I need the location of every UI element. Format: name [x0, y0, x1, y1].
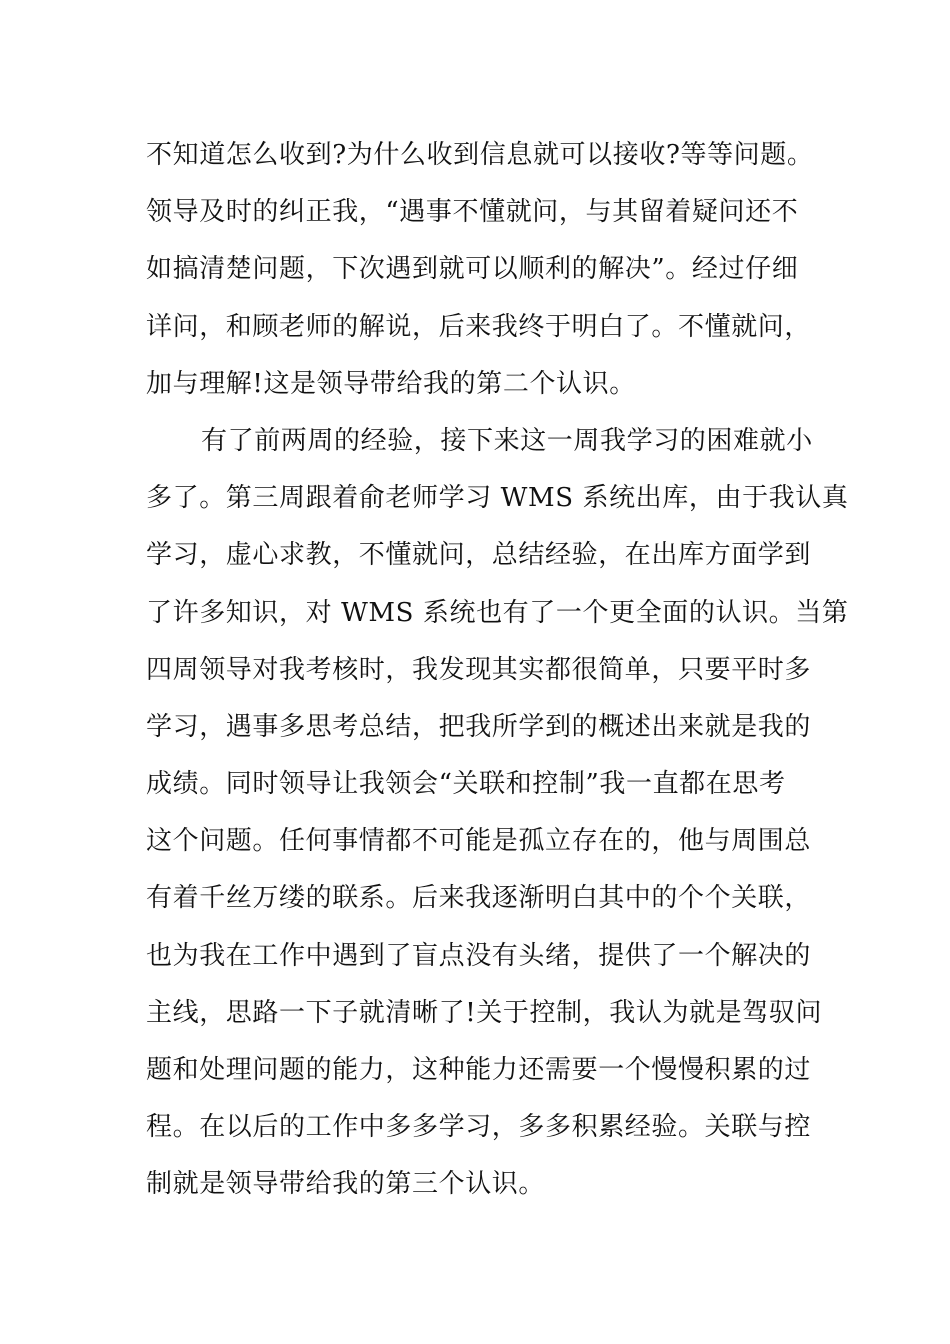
- document-body: [146, 127, 849, 1214]
- text-line: 学习，虚心求教，不懂就问，总结经验，在出库方面学到: [146, 540, 812, 571]
- paragraph-2: [146, 413, 849, 1214]
- text-line: 了许多知识，对 WMS 系统也有了一个更全面的认识。当第: [146, 597, 849, 628]
- text-line: 制就是领导带给我的第三个认识。: [146, 1169, 546, 1200]
- text-line: 四周领导对我考核时，我发现其实都很简单，只要平时多: [146, 654, 812, 685]
- text-line: 如搞清楚问题，下次遇到就可以顺利的解决”。经过仔细: [146, 254, 799, 285]
- text-line: 不知道怎么收到?为什么收到信息就可以接收?等等问题。: [146, 140, 814, 170]
- paragraph-1: [146, 127, 814, 413]
- text-line: 这个问题。任何事情都不可能是孤立存在的，他与周围总: [146, 826, 812, 857]
- text-line: 题和处理问题的能力，这种能力还需要一个慢慢积累的过: [146, 1055, 812, 1085]
- text-line: 有了前两周的经验，接下来这一周我学习的困难就小: [201, 425, 813, 456]
- text-line: 成绩。同时领导让我领会“关联和控制”我一直都在思考: [146, 769, 786, 800]
- text-line: 加与理解!这是领导带给我的第二个认识。: [146, 368, 636, 399]
- text-line: 学习，遇事多思考总结，把我所学到的概述出来就是我的: [146, 711, 812, 742]
- text-line: 有着千丝万缕的联系。后来我逐渐明白其中的个个关联，: [146, 883, 812, 914]
- text-line: 主线，思路一下子就清晰了!关于控制，我认为就是驾驭问: [146, 997, 823, 1028]
- text-line: 多了。第三周跟着俞老师学习 WMS 系统出库，由于我认真: [146, 483, 849, 514]
- text-line: 也为我在工作中遇到了盲点没有头绪，提供了一个解决的: [146, 940, 812, 971]
- text-line: 领导及时的纠正我，“遇事不懂就问，与其留着疑问还不: [146, 197, 799, 228]
- text-line: 详问，和顾老师的解说，后来我终于明白了。不懂就问，: [146, 311, 812, 342]
- text-line: 程。在以后的工作中多多学习，多多积累经验。关联与控: [146, 1112, 812, 1143]
